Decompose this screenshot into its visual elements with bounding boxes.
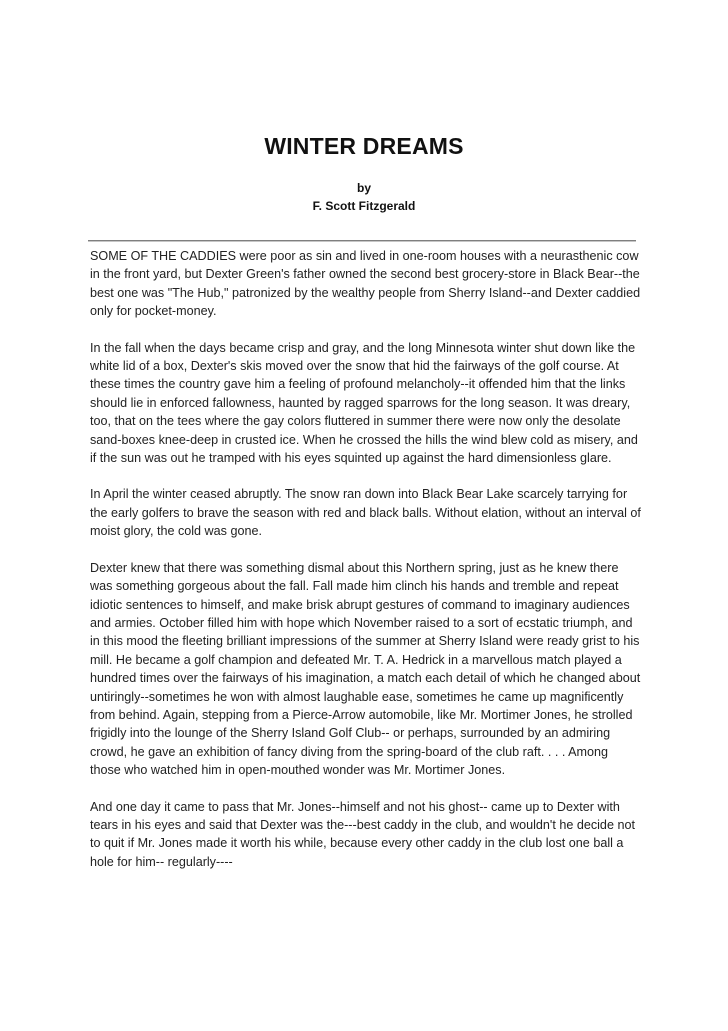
- paragraph-3: In April the winter ceased abruptly. The snow ran down into Black Bear Lake scarcely tarrying for the early golfers to brave the season with red and black balls. Without elation, without an interval of moist glory, the cold was gone.: [90, 487, 641, 539]
- author-name: F. Scott Fitzgerald: [312, 199, 416, 213]
- paragraph-2: In the fall when the days became crisp and gray, and the long Minnesota winter shut down like the white lid of a box, Dexter's skis moved over the snow that hid the fairways of the golf course. At these times the country gave him a feeling of profound melancholy--it offended him that the links should lie in enforced fallowness, haunted by ragged sparrows for the long season. It was dreary, too, that on the tees where the gay colors fluttered in summer there were now only the desolate sand-boxes knee-deep in crusted ice. When he crossed the hills the wind blew cold as misery, and if the sun was out he tramped with his eyes squinted up against the hard dimensionless glare.: [90, 340, 638, 466]
- paragraph-1: SOME OF THE CADDIES were poor as sin and lived in one-room houses with a neurasthenic cow in the front yard, but Dexter Green's father owned the second best grocery-store in Black Bear--the best one was "The Hub," patronized by the wealthy people from Sherry Island--and Dexter caddied only for pocket-money.: [90, 249, 641, 319]
- header-divider: [88, 240, 636, 242]
- story-body: [90, 247, 642, 889]
- byline: by: [356, 181, 371, 195]
- paragraph-4: Dexter knew that there was something dismal about this Northern spring, just as he knew there was something gorgeous about the fall. Fall made him clinch his hands and tremble and repeat idiotic sentences to himself, and make brisk abrupt gestures of command to imaginary audiences and armies. October filled him with hope which November raised to a sort of ecstatic triumph, and in this mood the fleeting brilliant impressions of the summer at Sherry Island were ready grist to his mill. He became a golf champion and defeated Mr. T. A. Hedrick in a marvellous match played a hundred times over the fairways of his imagination, a match each detail of which he changed about untiringly--sometimes he won with almost laughable ease, sometimes he came up magnificently from behind. Again, stepping from a Pierce-Arrow automobile, like Mr. Mortimer Jones, he strolled frigidly into the lounge of the Sherry Island Golf Club-- or perhaps, surrounded by an admiring crowd, he gave an exhibition of fancy diving from the spring-board of the club raft. . . . Among those who watched him in open-mouthed wonder was Mr. Mortimer Jones.: [90, 560, 641, 778]
- document-title: WINTER DREAMS: [264, 133, 464, 159]
- paragraph-5: And one day it came to pass that Mr. Jones--himself and not his ghost-- came up to Dexter with tears in his eyes and said that Dexter was the---best caddy in the club, and wouldn't he decide not to quit if Mr. Jones made it worth his while, because every other caddy in the club lost one ball a hole for him-- regularly----: [90, 799, 635, 869]
